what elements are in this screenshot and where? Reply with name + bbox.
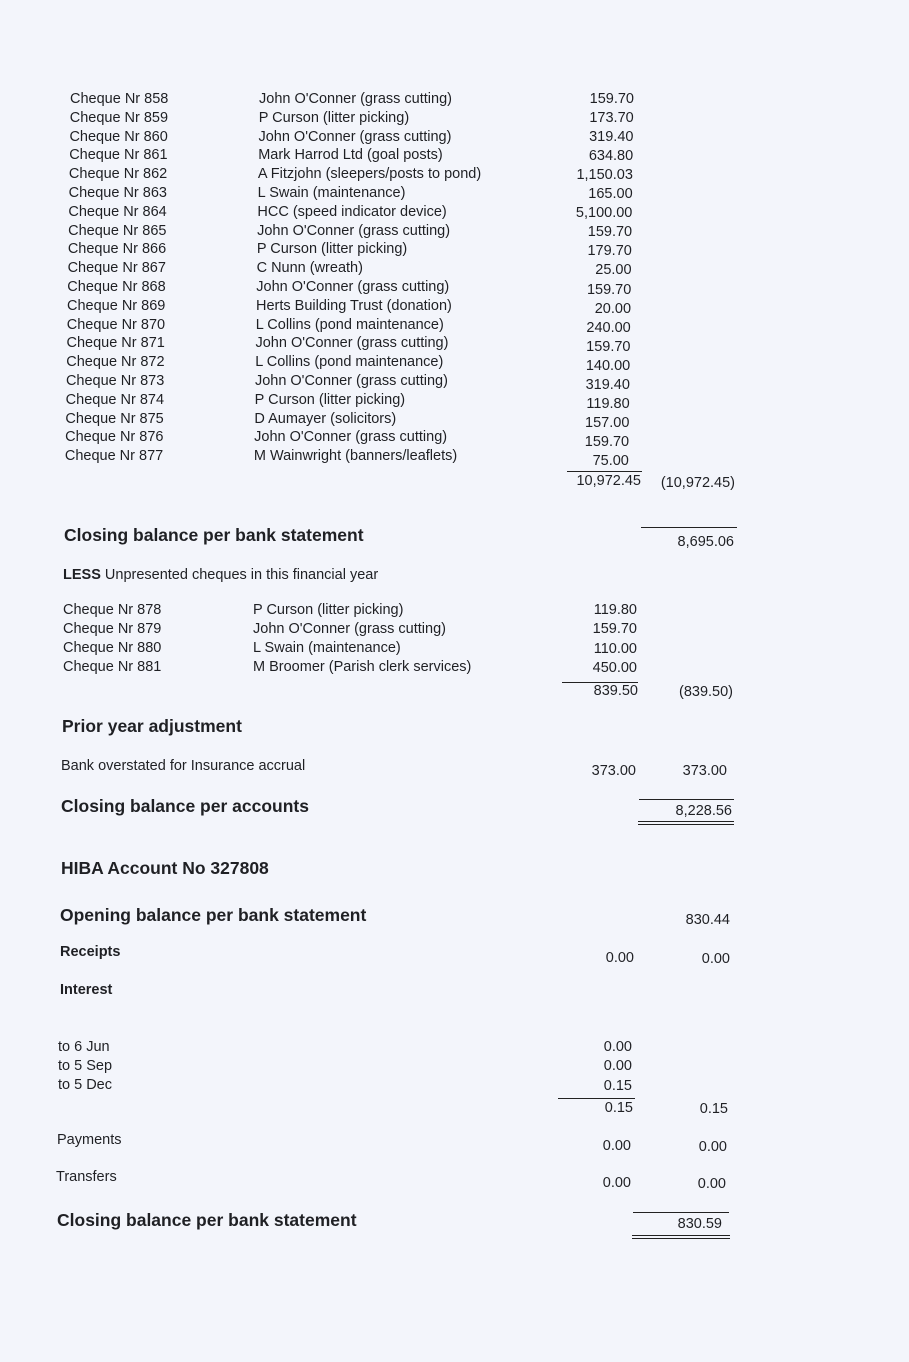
payee: L Swain (maintenance) bbox=[253, 640, 401, 656]
hiba-closing-label: Closing balance per bank statement bbox=[57, 1210, 357, 1230]
cheque-number: Cheque Nr 863 bbox=[68, 185, 167, 201]
payee: A Fitzjohn (sleepers/posts to pond) bbox=[257, 166, 482, 183]
cheque-number: Cheque Nr 862 bbox=[68, 166, 168, 183]
hiba-receipts-amount-1: 0.00 bbox=[605, 950, 634, 966]
cheque-number: Cheque Nr 870 bbox=[66, 316, 166, 333]
payee: John O'Conner (grass cutting) bbox=[258, 128, 452, 145]
unpresented-label-text: Unpresented cheques in this financial year bbox=[100, 567, 379, 583]
total-rule bbox=[567, 471, 642, 472]
hiba-payments-label: Payments bbox=[57, 1132, 122, 1148]
cheque-number: Cheque Nr 864 bbox=[68, 203, 167, 220]
cheque-number: Cheque Nr 867 bbox=[67, 260, 166, 277]
hiba-transfers-amount-1: 0.00 bbox=[602, 1175, 631, 1191]
amount: 0.15 bbox=[603, 1077, 632, 1094]
hiba-opening-label: Opening balance per bank statement bbox=[60, 905, 367, 925]
interest-total-2: 0.15 bbox=[699, 1101, 728, 1117]
amount: 159.70 bbox=[592, 621, 637, 638]
closing-accounts-amount: 8,228.56 bbox=[675, 803, 732, 819]
less-word: LESS bbox=[63, 567, 101, 583]
hiba-heading: HIBA Account No 327808 bbox=[61, 858, 269, 878]
cheque-number: Cheque Nr 861 bbox=[69, 147, 168, 164]
hiba-closing-rule-1 bbox=[632, 1235, 730, 1236]
amount: 0.00 bbox=[603, 1039, 632, 1055]
payee: John O'Conner (grass cutting) bbox=[255, 335, 449, 352]
prior-year-label: Bank overstated for Insurance accrual bbox=[61, 758, 306, 774]
closing-bank-heading: Closing balance per bank statement bbox=[64, 525, 364, 545]
cheque-number: Cheque Nr 865 bbox=[68, 222, 167, 239]
amount: 450.00 bbox=[592, 660, 637, 677]
amount: 140.00 bbox=[585, 357, 631, 374]
amount: 159.70 bbox=[587, 224, 633, 241]
cheque-number: Cheque Nr 877 bbox=[64, 448, 164, 465]
amount: 159.70 bbox=[584, 433, 630, 450]
cheque-number: Cheque Nr 871 bbox=[66, 335, 165, 352]
amount: 159.70 bbox=[586, 281, 632, 298]
unpresented-total-negative: (839.50) bbox=[678, 684, 733, 700]
hiba-payments-amount-1: 0.00 bbox=[602, 1138, 631, 1154]
amount: 634.80 bbox=[588, 148, 634, 165]
payee: P Curson (litter picking) bbox=[258, 109, 410, 126]
cheque-number: Cheque Nr 868 bbox=[67, 279, 166, 295]
payee: L Collins (pond maintenance) bbox=[255, 354, 444, 371]
cheque-number: Cheque Nr 866 bbox=[67, 241, 167, 258]
amount: 75.00 bbox=[592, 452, 629, 469]
cheque-number: Cheque Nr 858 bbox=[70, 91, 169, 107]
amount: 240.00 bbox=[586, 319, 631, 336]
payee: John O'Conner (grass cutting) bbox=[257, 222, 451, 239]
cheque-number: Cheque Nr 874 bbox=[65, 391, 165, 408]
cheque-number: Cheque Nr 875 bbox=[65, 410, 164, 427]
amount: 5,100.00 bbox=[575, 205, 633, 222]
payee: L Collins (pond maintenance) bbox=[255, 316, 444, 333]
hiba-closing-amount: 830.59 bbox=[677, 1216, 722, 1232]
hiba-interest-label: Interest bbox=[60, 982, 113, 998]
closing-accounts-rule-1 bbox=[638, 821, 734, 822]
amount: 157.00 bbox=[585, 414, 630, 431]
payee: John O'Conner (grass cutting) bbox=[259, 91, 452, 107]
hiba-receipts-amount-2: 0.00 bbox=[701, 951, 730, 967]
closing-accounts-heading: Closing balance per accounts bbox=[61, 796, 309, 816]
prior-year-heading: Prior year adjustment bbox=[62, 716, 242, 736]
hiba-transfers-amount-2: 0.00 bbox=[697, 1176, 726, 1192]
payee: Herts Building Trust (donation) bbox=[256, 297, 452, 314]
prior-year-amount-1: 373.00 bbox=[591, 763, 636, 779]
payee: HCC (speed indicator device) bbox=[257, 203, 447, 220]
cheque-number: Cheque Nr 873 bbox=[65, 373, 165, 389]
amount: 173.70 bbox=[589, 110, 634, 127]
prior-year-amount-2: 373.00 bbox=[682, 763, 727, 779]
amount: 25.00 bbox=[595, 262, 632, 279]
payee: Mark Harrod Ltd (goal posts) bbox=[258, 147, 443, 164]
interest-total: 0.15 bbox=[604, 1100, 633, 1116]
hiba-payments-amount-2: 0.00 bbox=[698, 1139, 727, 1155]
cheque-number: Cheque Nr 869 bbox=[67, 297, 166, 314]
payee: M Wainwright (banners/leaflets) bbox=[253, 448, 458, 465]
amount: 165.00 bbox=[588, 186, 633, 203]
hiba-transfers-label: Transfers bbox=[56, 1169, 117, 1185]
payee: P Curson (litter picking) bbox=[253, 602, 404, 618]
cheque-number: Cheque Nr 860 bbox=[69, 128, 168, 145]
payee: C Nunn (wreath) bbox=[256, 260, 363, 277]
interest-period: to 6 Jun bbox=[58, 1039, 110, 1055]
amount: 1,150.03 bbox=[576, 167, 633, 184]
cheque-number: Cheque Nr 878 bbox=[63, 602, 162, 618]
closing-accounts-rule-2 bbox=[638, 824, 734, 825]
payee: P Curson (litter picking) bbox=[256, 241, 408, 258]
closing-bank-amount: 8,695.06 bbox=[677, 534, 734, 550]
payee: John O'Conner (grass cutting) bbox=[254, 429, 448, 446]
interest-period: to 5 Dec bbox=[58, 1077, 112, 1093]
cheques-total: 10,972.45 bbox=[576, 473, 641, 489]
hiba-closing-rule-2 bbox=[632, 1238, 730, 1239]
amount: 20.00 bbox=[594, 300, 632, 317]
amount: 110.00 bbox=[593, 640, 637, 657]
cheque-number: Cheque Nr 859 bbox=[69, 109, 169, 126]
amount: 159.70 bbox=[586, 338, 631, 355]
payee: John O'Conner (grass cutting) bbox=[256, 279, 450, 295]
amount: 119.80 bbox=[593, 602, 637, 618]
unpresented-label bbox=[63, 567, 378, 583]
closing-accounts-rule-top bbox=[639, 799, 734, 800]
hiba-closing-rule-top bbox=[633, 1212, 729, 1213]
cheque-number: Cheque Nr 881 bbox=[63, 659, 162, 675]
amount: 119.80 bbox=[586, 395, 630, 412]
payee: D Aumayer (solicitors) bbox=[254, 410, 397, 427]
interest-rule bbox=[558, 1098, 635, 1099]
cheques-total-negative: (10,972.45) bbox=[660, 475, 735, 491]
unpresented-total: 839.50 bbox=[593, 683, 638, 699]
payee: L Swain (maintenance) bbox=[257, 185, 406, 201]
hiba-receipts-label: Receipts bbox=[60, 944, 121, 960]
amount: 179.70 bbox=[587, 243, 632, 260]
cheque-number: Cheque Nr 872 bbox=[66, 354, 165, 371]
payee: John O'Conner (grass cutting) bbox=[253, 621, 446, 637]
closing-bank-rule bbox=[641, 527, 737, 528]
interest-period: to 5 Sep bbox=[58, 1058, 113, 1074]
cheque-number: Cheque Nr 880 bbox=[63, 640, 162, 656]
payee: M Broomer (Parish clerk services) bbox=[253, 659, 472, 675]
amount: 159.70 bbox=[589, 91, 634, 107]
cheque-number: Cheque Nr 879 bbox=[63, 621, 162, 637]
cheque-number: Cheque Nr 876 bbox=[65, 429, 164, 446]
payee: John O'Conner (grass cutting) bbox=[254, 373, 448, 389]
payee: P Curson (litter picking) bbox=[254, 391, 406, 408]
amount: 319.40 bbox=[585, 376, 630, 393]
amount: 0.00 bbox=[603, 1058, 632, 1075]
amount: 319.40 bbox=[589, 129, 634, 146]
hiba-opening-amount: 830.44 bbox=[685, 912, 730, 928]
